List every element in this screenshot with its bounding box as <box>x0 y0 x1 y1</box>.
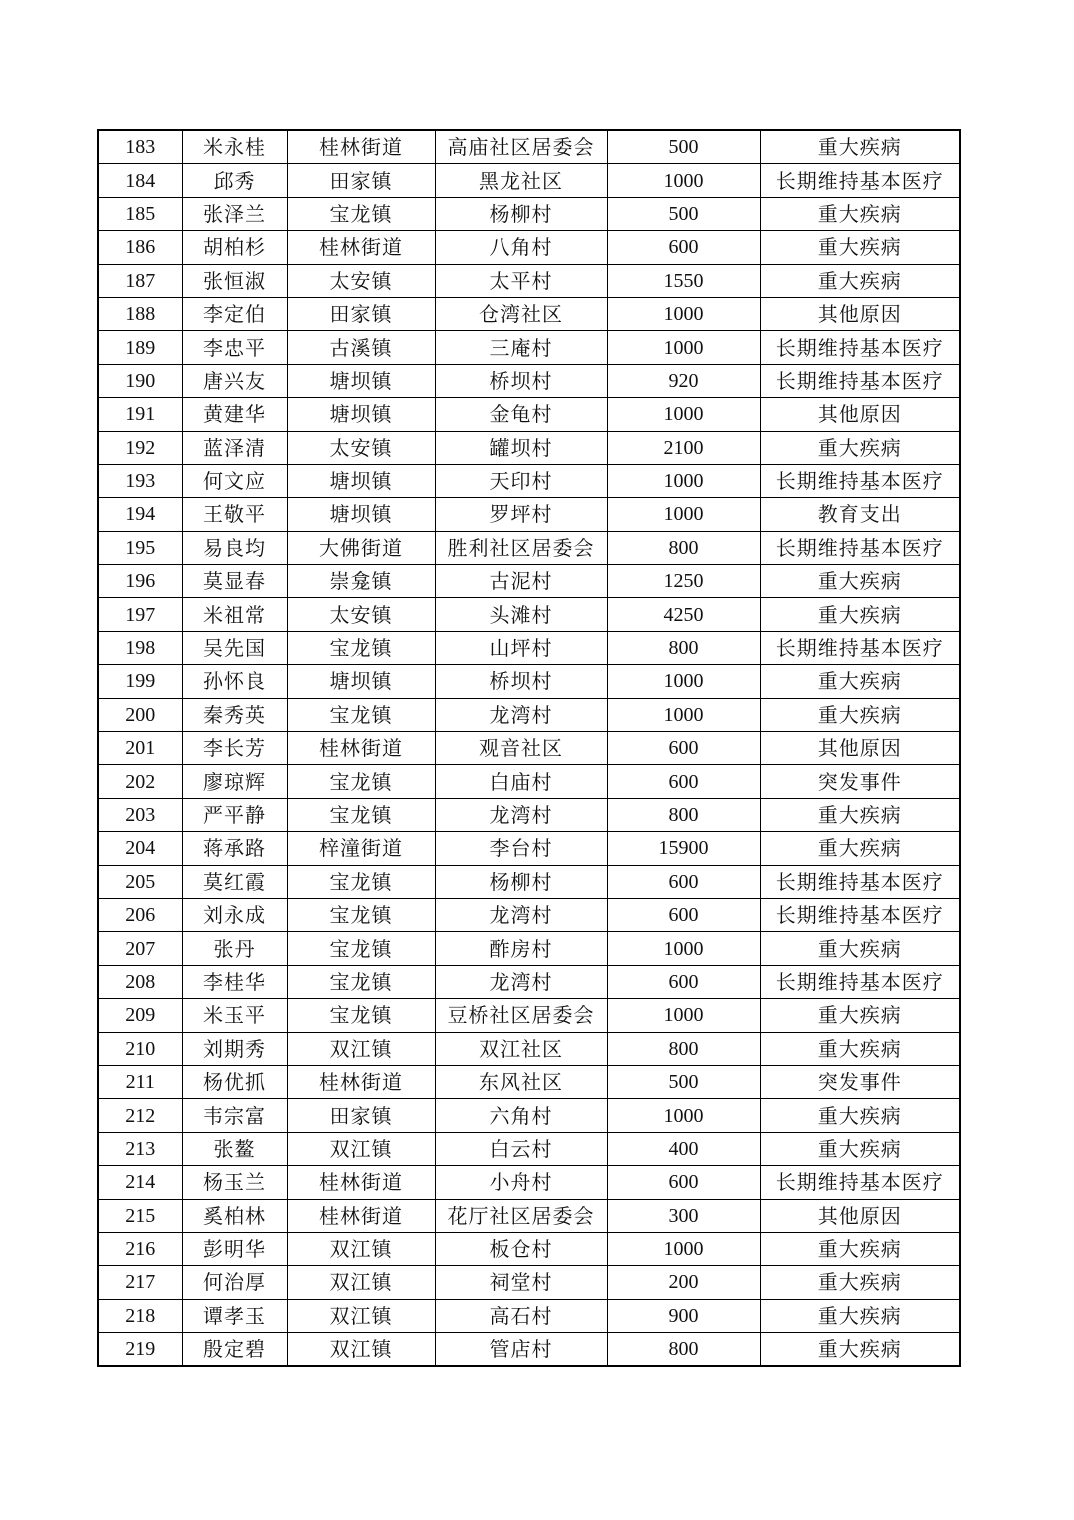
table-row <box>98 398 960 431</box>
table-row <box>98 798 960 831</box>
name-cell: 刘期秀 <box>182 1032 287 1065</box>
table-row <box>98 932 960 965</box>
reason-cell: 重大疾病 <box>760 1333 960 1367</box>
township-cell: 宝龙镇 <box>287 865 435 898</box>
table-row <box>98 1166 960 1199</box>
name-cell: 米永桂 <box>182 130 287 164</box>
amount-cell: 1000 <box>607 665 760 698</box>
village-cell: 山坪村 <box>435 631 607 664</box>
name-cell: 唐兴友 <box>182 364 287 397</box>
amount-cell: 900 <box>607 1299 760 1332</box>
table-row <box>98 1266 960 1299</box>
reason-cell: 重大疾病 <box>760 698 960 731</box>
amount-cell: 1000 <box>607 698 760 731</box>
name-cell: 莫显春 <box>182 565 287 598</box>
village-cell: 桥坝村 <box>435 665 607 698</box>
serial-number-cell: 214 <box>98 1166 182 1199</box>
township-cell: 塘坝镇 <box>287 498 435 531</box>
amount-cell: 500 <box>607 130 760 164</box>
name-cell: 胡柏杉 <box>182 231 287 264</box>
reason-cell: 突发事件 <box>760 1065 960 1098</box>
reason-cell: 重大疾病 <box>760 1032 960 1065</box>
table-row <box>98 364 960 397</box>
reason-cell: 其他原因 <box>760 398 960 431</box>
name-cell: 孙怀良 <box>182 665 287 698</box>
table-row <box>98 331 960 364</box>
reason-cell: 重大疾病 <box>760 1099 960 1132</box>
reason-cell: 重大疾病 <box>760 665 960 698</box>
township-cell: 宝龙镇 <box>287 698 435 731</box>
table-row <box>98 164 960 197</box>
name-cell: 邱秀 <box>182 164 287 197</box>
table-row <box>98 264 960 297</box>
township-cell: 双江镇 <box>287 1333 435 1367</box>
amount-cell: 15900 <box>607 832 760 865</box>
reason-cell: 教育支出 <box>760 498 960 531</box>
reason-cell: 长期维持基本医疗 <box>760 531 960 564</box>
serial-number-cell: 188 <box>98 297 182 330</box>
village-cell: 龙湾村 <box>435 898 607 931</box>
village-cell: 六角村 <box>435 1099 607 1132</box>
reason-cell: 重大疾病 <box>760 130 960 164</box>
amount-cell: 1000 <box>607 1232 760 1265</box>
serial-number-cell: 211 <box>98 1065 182 1098</box>
reason-cell: 长期维持基本医疗 <box>760 331 960 364</box>
name-cell: 殷定碧 <box>182 1333 287 1367</box>
township-cell: 桂林街道 <box>287 1065 435 1098</box>
table-row <box>98 464 960 497</box>
serial-number-cell: 207 <box>98 932 182 965</box>
serial-number-cell: 194 <box>98 498 182 531</box>
township-cell: 桂林街道 <box>287 130 435 164</box>
reason-cell: 重大疾病 <box>760 431 960 464</box>
township-cell: 桂林街道 <box>287 732 435 765</box>
name-cell: 严平静 <box>182 798 287 831</box>
amount-cell: 600 <box>607 965 760 998</box>
township-cell: 太安镇 <box>287 598 435 631</box>
township-cell: 田家镇 <box>287 297 435 330</box>
serial-number-cell: 185 <box>98 197 182 230</box>
village-cell: 豆桥社区居委会 <box>435 999 607 1032</box>
serial-number-cell: 187 <box>98 264 182 297</box>
name-cell: 吴先国 <box>182 631 287 664</box>
name-cell: 李定伯 <box>182 297 287 330</box>
township-cell: 双江镇 <box>287 1299 435 1332</box>
serial-number-cell: 202 <box>98 765 182 798</box>
village-cell: 杨柳村 <box>435 197 607 230</box>
name-cell: 杨玉兰 <box>182 1166 287 1199</box>
table-row <box>98 297 960 330</box>
name-cell: 李长芳 <box>182 732 287 765</box>
serial-number-cell: 217 <box>98 1266 182 1299</box>
township-cell: 塘坝镇 <box>287 665 435 698</box>
serial-number-cell: 195 <box>98 531 182 564</box>
township-cell: 大佛街道 <box>287 531 435 564</box>
township-cell: 宝龙镇 <box>287 932 435 965</box>
table-row <box>98 1032 960 1065</box>
reason-cell: 其他原因 <box>760 297 960 330</box>
reason-cell: 其他原因 <box>760 1199 960 1232</box>
serial-number-cell: 196 <box>98 565 182 598</box>
village-cell: 金龟村 <box>435 398 607 431</box>
amount-cell: 400 <box>607 1132 760 1165</box>
table-row <box>98 531 960 564</box>
table-row <box>98 631 960 664</box>
village-cell: 八角村 <box>435 231 607 264</box>
table-row <box>98 665 960 698</box>
amount-cell: 1000 <box>607 464 760 497</box>
village-cell: 仓湾社区 <box>435 297 607 330</box>
reason-cell: 重大疾病 <box>760 1266 960 1299</box>
table-row <box>98 1132 960 1165</box>
township-cell: 崇龛镇 <box>287 565 435 598</box>
serial-number-cell: 213 <box>98 1132 182 1165</box>
records-body <box>98 130 960 1366</box>
serial-number-cell: 197 <box>98 598 182 631</box>
township-cell: 双江镇 <box>287 1232 435 1265</box>
township-cell: 太安镇 <box>287 264 435 297</box>
table-row <box>98 832 960 865</box>
reason-cell: 重大疾病 <box>760 1132 960 1165</box>
table-row <box>98 231 960 264</box>
name-cell: 蓝泽清 <box>182 431 287 464</box>
village-cell: 龙湾村 <box>435 965 607 998</box>
amount-cell: 500 <box>607 1065 760 1098</box>
serial-number-cell: 190 <box>98 364 182 397</box>
amount-cell: 1000 <box>607 498 760 531</box>
amount-cell: 800 <box>607 1032 760 1065</box>
name-cell: 廖琼辉 <box>182 765 287 798</box>
table-row <box>98 1333 960 1367</box>
name-cell: 李桂华 <box>182 965 287 998</box>
amount-cell: 1250 <box>607 565 760 598</box>
reason-cell: 重大疾病 <box>760 231 960 264</box>
name-cell: 奚柏林 <box>182 1199 287 1232</box>
serial-number-cell: 210 <box>98 1032 182 1065</box>
village-cell: 龙湾村 <box>435 698 607 731</box>
township-cell: 桂林街道 <box>287 1199 435 1232</box>
amount-cell: 300 <box>607 1199 760 1232</box>
serial-number-cell: 218 <box>98 1299 182 1332</box>
village-cell: 祠堂村 <box>435 1266 607 1299</box>
name-cell: 张丹 <box>182 932 287 965</box>
name-cell: 易良均 <box>182 531 287 564</box>
amount-cell: 600 <box>607 865 760 898</box>
village-cell: 三庵村 <box>435 331 607 364</box>
serial-number-cell: 206 <box>98 898 182 931</box>
serial-number-cell: 219 <box>98 1333 182 1367</box>
township-cell: 太安镇 <box>287 431 435 464</box>
serial-number-cell: 184 <box>98 164 182 197</box>
reason-cell: 重大疾病 <box>760 1299 960 1332</box>
table-row <box>98 130 960 164</box>
village-cell: 板仓村 <box>435 1232 607 1265</box>
township-cell: 宝龙镇 <box>287 631 435 664</box>
township-cell: 塘坝镇 <box>287 398 435 431</box>
village-cell: 罗坪村 <box>435 498 607 531</box>
table-row <box>98 431 960 464</box>
amount-cell: 600 <box>607 765 760 798</box>
reason-cell: 长期维持基本医疗 <box>760 898 960 931</box>
reason-cell: 突发事件 <box>760 765 960 798</box>
serial-number-cell: 215 <box>98 1199 182 1232</box>
table-row <box>98 765 960 798</box>
village-cell: 桥坝村 <box>435 364 607 397</box>
village-cell: 东风社区 <box>435 1065 607 1098</box>
serial-number-cell: 186 <box>98 231 182 264</box>
name-cell: 王敬平 <box>182 498 287 531</box>
amount-cell: 1000 <box>607 297 760 330</box>
township-cell: 宝龙镇 <box>287 965 435 998</box>
amount-cell: 1000 <box>607 331 760 364</box>
serial-number-cell: 204 <box>98 832 182 865</box>
reason-cell: 长期维持基本医疗 <box>760 1166 960 1199</box>
amount-cell: 1000 <box>607 932 760 965</box>
name-cell: 秦秀英 <box>182 698 287 731</box>
serial-number-cell: 200 <box>98 698 182 731</box>
reason-cell: 重大疾病 <box>760 999 960 1032</box>
table-row <box>98 1232 960 1265</box>
township-cell: 双江镇 <box>287 1132 435 1165</box>
name-cell: 黄建华 <box>182 398 287 431</box>
name-cell: 米祖常 <box>182 598 287 631</box>
serial-number-cell: 199 <box>98 665 182 698</box>
serial-number-cell: 198 <box>98 631 182 664</box>
amount-cell: 800 <box>607 798 760 831</box>
table-row <box>98 1065 960 1098</box>
table-row <box>98 1199 960 1232</box>
reason-cell: 长期维持基本医疗 <box>760 164 960 197</box>
village-cell: 高庙社区居委会 <box>435 130 607 164</box>
records-table <box>97 129 961 1367</box>
serial-number-cell: 208 <box>98 965 182 998</box>
table-row <box>98 197 960 230</box>
amount-cell: 500 <box>607 197 760 230</box>
village-cell: 太平村 <box>435 264 607 297</box>
name-cell: 李忠平 <box>182 331 287 364</box>
reason-cell: 重大疾病 <box>760 565 960 598</box>
amount-cell: 200 <box>607 1266 760 1299</box>
name-cell: 张恒淑 <box>182 264 287 297</box>
village-cell: 管店村 <box>435 1333 607 1367</box>
amount-cell: 1550 <box>607 264 760 297</box>
table-row <box>98 698 960 731</box>
township-cell: 双江镇 <box>287 1266 435 1299</box>
name-cell: 谭孝玉 <box>182 1299 287 1332</box>
amount-cell: 800 <box>607 631 760 664</box>
amount-cell: 4250 <box>607 598 760 631</box>
name-cell: 何文应 <box>182 464 287 497</box>
amount-cell: 920 <box>607 364 760 397</box>
village-cell: 白庙村 <box>435 765 607 798</box>
table-row <box>98 965 960 998</box>
township-cell: 古溪镇 <box>287 331 435 364</box>
reason-cell: 其他原因 <box>760 732 960 765</box>
serial-number-cell: 212 <box>98 1099 182 1132</box>
township-cell: 塘坝镇 <box>287 464 435 497</box>
amount-cell: 1000 <box>607 398 760 431</box>
table-row <box>98 732 960 765</box>
village-cell: 天印村 <box>435 464 607 497</box>
name-cell: 蒋承路 <box>182 832 287 865</box>
table-row <box>98 898 960 931</box>
reason-cell: 重大疾病 <box>760 264 960 297</box>
township-cell: 宝龙镇 <box>287 765 435 798</box>
reason-cell: 长期维持基本医疗 <box>760 464 960 497</box>
table-row <box>98 565 960 598</box>
village-cell: 头滩村 <box>435 598 607 631</box>
village-cell: 杨柳村 <box>435 865 607 898</box>
amount-cell: 1000 <box>607 164 760 197</box>
name-cell: 莫红霞 <box>182 865 287 898</box>
reason-cell: 长期维持基本医疗 <box>760 865 960 898</box>
name-cell: 彭明华 <box>182 1232 287 1265</box>
township-cell: 宝龙镇 <box>287 898 435 931</box>
serial-number-cell: 203 <box>98 798 182 831</box>
name-cell: 张鳌 <box>182 1132 287 1165</box>
village-cell: 酢房村 <box>435 932 607 965</box>
reason-cell: 重大疾病 <box>760 932 960 965</box>
reason-cell: 重大疾病 <box>760 598 960 631</box>
village-cell: 李台村 <box>435 832 607 865</box>
amount-cell: 800 <box>607 1333 760 1367</box>
name-cell: 何治厚 <box>182 1266 287 1299</box>
name-cell: 张泽兰 <box>182 197 287 230</box>
reason-cell: 长期维持基本医疗 <box>760 965 960 998</box>
village-cell: 黑龙社区 <box>435 164 607 197</box>
name-cell: 刘永成 <box>182 898 287 931</box>
village-cell: 高石村 <box>435 1299 607 1332</box>
township-cell: 宝龙镇 <box>287 197 435 230</box>
name-cell: 杨优抓 <box>182 1065 287 1098</box>
village-cell: 古泥村 <box>435 565 607 598</box>
township-cell: 田家镇 <box>287 164 435 197</box>
reason-cell: 重大疾病 <box>760 832 960 865</box>
serial-number-cell: 209 <box>98 999 182 1032</box>
village-cell: 观音社区 <box>435 732 607 765</box>
amount-cell: 800 <box>607 531 760 564</box>
serial-number-cell: 205 <box>98 865 182 898</box>
serial-number-cell: 193 <box>98 464 182 497</box>
name-cell: 韦宗富 <box>182 1099 287 1132</box>
village-cell: 罐坝村 <box>435 431 607 464</box>
township-cell: 梓潼街道 <box>287 832 435 865</box>
village-cell: 小舟村 <box>435 1166 607 1199</box>
reason-cell: 长期维持基本医疗 <box>760 631 960 664</box>
serial-number-cell: 201 <box>98 732 182 765</box>
amount-cell: 2100 <box>607 431 760 464</box>
reason-cell: 重大疾病 <box>760 798 960 831</box>
amount-cell: 600 <box>607 1166 760 1199</box>
serial-number-cell: 191 <box>98 398 182 431</box>
table-row <box>98 999 960 1032</box>
township-cell: 桂林街道 <box>287 1166 435 1199</box>
serial-number-cell: 192 <box>98 431 182 464</box>
amount-cell: 600 <box>607 732 760 765</box>
village-cell: 白云村 <box>435 1132 607 1165</box>
table-row <box>98 865 960 898</box>
township-cell: 桂林街道 <box>287 231 435 264</box>
serial-number-cell: 189 <box>98 331 182 364</box>
township-cell: 双江镇 <box>287 1032 435 1065</box>
township-cell: 田家镇 <box>287 1099 435 1132</box>
amount-cell: 600 <box>607 898 760 931</box>
village-cell: 龙湾村 <box>435 798 607 831</box>
table-row <box>98 498 960 531</box>
serial-number-cell: 183 <box>98 130 182 164</box>
township-cell: 宝龙镇 <box>287 999 435 1032</box>
reason-cell: 重大疾病 <box>760 1232 960 1265</box>
amount-cell: 600 <box>607 231 760 264</box>
serial-number-cell: 216 <box>98 1232 182 1265</box>
table-row <box>98 1299 960 1332</box>
village-cell: 胜利社区居委会 <box>435 531 607 564</box>
amount-cell: 1000 <box>607 1099 760 1132</box>
village-cell: 双江社区 <box>435 1032 607 1065</box>
amount-cell: 1000 <box>607 999 760 1032</box>
township-cell: 宝龙镇 <box>287 798 435 831</box>
name-cell: 米玉平 <box>182 999 287 1032</box>
township-cell: 塘坝镇 <box>287 364 435 397</box>
reason-cell: 长期维持基本医疗 <box>760 364 960 397</box>
village-cell: 花厅社区居委会 <box>435 1199 607 1232</box>
table-row <box>98 598 960 631</box>
table-row <box>98 1099 960 1132</box>
reason-cell: 重大疾病 <box>760 197 960 230</box>
